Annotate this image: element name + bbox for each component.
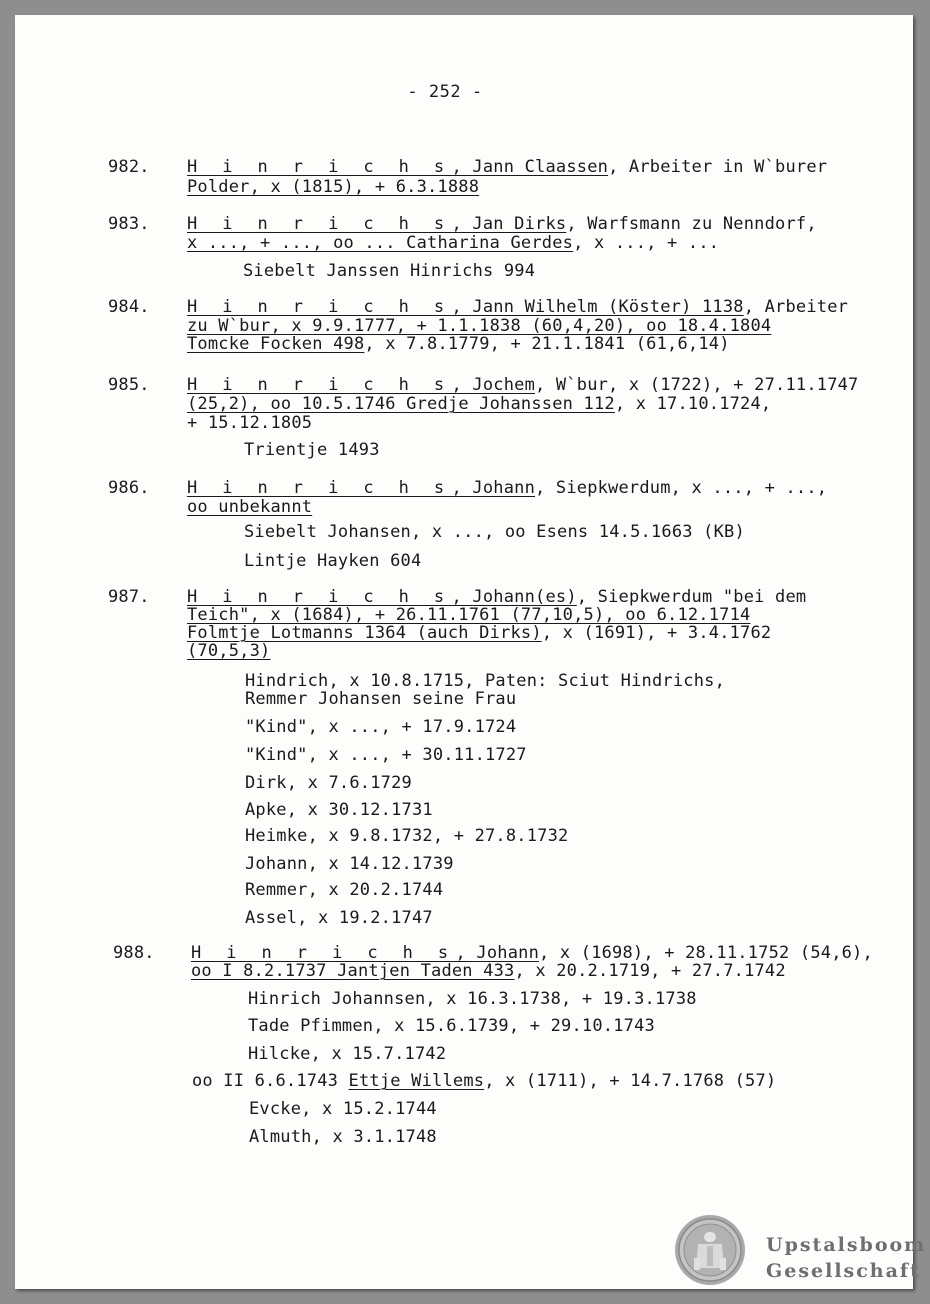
entry-line: zu W`bur, x 9.9.1777, + 1.1.1838 (60,4,20), oo 18.4.1804 — [187, 316, 772, 336]
given-name: Jann Wilhelm (Köster) 1138 — [472, 297, 744, 317]
given-name: Johann — [476, 943, 540, 963]
entry-line: Teich", x (1684), + 26.11.1761 (77,10,5), oo 6.12.1714 — [187, 605, 751, 625]
entry-line: (25,2), oo 10.5.1746 Gredje Johanssen 112, x 17.10.1724, — [187, 394, 772, 414]
spouse-name: Catharina Gerdes — [406, 233, 574, 253]
child-line: Evcke, x 15.2.1744 — [249, 1099, 437, 1119]
child-line: Heimke, x 9.8.1732, + 27.8.1732 — [245, 826, 569, 846]
child-line: Johann, x 14.12.1739 — [245, 854, 454, 874]
second-marriage-line: oo II 6.6.1743 Ettje Willems, x (1711), + 14.7.1768 (57) — [192, 1071, 777, 1091]
entry-line: + 15.12.1805 — [187, 413, 313, 433]
entry-number: 988. — [113, 943, 155, 963]
entry-line: x ..., + ..., oo ... Catharina Gerdes, x ..., + ... — [187, 233, 720, 253]
entry-heading: H i n r i c h s, Johann, x (1698), + 28.11.1752 (54,6), — [191, 943, 873, 963]
child-line: "Kind", x ..., + 17.9.1724 — [245, 717, 517, 737]
surname: H i n r i c h s — [187, 478, 452, 498]
entry-number: 986. — [108, 478, 150, 498]
child-line: Remmer, x 20.2.1744 — [245, 880, 444, 900]
child-line: Siebelt Johansen, x ..., oo Esens 14.5.1663 (KB) — [244, 522, 745, 542]
entry-heading: H i n r i c h s, Jann Wilhelm (Köster) 1138, Arbeiter — [187, 297, 849, 317]
entry-heading: H i n r i c h s, Jochem, W`bur, x (1722), + 27.11.1747 — [187, 375, 859, 395]
child-line: Trientje 1493 — [244, 440, 380, 460]
surname: H i n r i c h s — [187, 157, 452, 177]
entry-line: oo unbekannt — [187, 497, 313, 517]
entry-heading: H i n r i c h s, Johann(es), Siepkwerdum "bei dem — [187, 587, 807, 607]
child-line: "Kind", x ..., + 30.11.1727 — [245, 745, 527, 765]
child-line: Dirk, x 7.6.1729 — [245, 773, 412, 793]
entry-heading: H i n r i c h s, Johann, Siepkwerdum, x ..., + ..., — [187, 478, 828, 498]
given-name: Johann — [472, 478, 536, 498]
logo-text: Upstalsboom Gesellschaft — [766, 1234, 927, 1282]
entry-number: 987. — [108, 587, 150, 607]
spouse-name: Gredje Johanssen 112 — [406, 394, 615, 414]
spouse-name: Jantjen Taden 433 — [337, 961, 515, 981]
entry-number: 985. — [108, 375, 150, 395]
child-line: Remmer Johansen seine Frau — [245, 689, 517, 709]
entry-number: 984. — [108, 297, 150, 317]
spouse-name: Tomcke Focken 498 — [187, 334, 365, 354]
spouse-name: Ettje Willems — [348, 1071, 485, 1091]
child-line: Hilcke, x 15.7.1742 — [248, 1044, 447, 1064]
child-line: Tade Pfimmen, x 15.6.1739, + 29.10.1743 — [248, 1016, 655, 1036]
surname: H i n r i c h s — [187, 587, 452, 607]
given-name: Jochem — [472, 375, 536, 395]
entry-number: 982. — [108, 157, 150, 177]
surname: H i n r i c h s — [187, 375, 452, 395]
page-number: - 252 - — [407, 82, 483, 102]
child-line: Assel, x 19.2.1747 — [245, 908, 433, 928]
entry-heading: H i n r i c h s, Jan Dirks, Warfsmann zu Nenndorf, — [187, 214, 817, 234]
entry-line: Polder, x (1815), + 6.3.1888 — [187, 177, 480, 197]
given-name: Jann Claassen — [472, 157, 609, 177]
entry-line: Tomcke Focken 498, x 7.8.1779, + 21.1.1841 (61,6,14) — [187, 334, 730, 354]
child-line: Apke, x 30.12.1731 — [245, 800, 433, 820]
surname: H i n r i c h s — [191, 943, 456, 963]
spouse-name: Folmtje Lotmanns 1364 (auch Dirks) — [187, 623, 542, 643]
child-line: Lintje Hayken 604 — [244, 551, 422, 571]
entry-number: 983. — [108, 214, 150, 234]
given-name: Johann(es) — [472, 587, 577, 607]
surname: H i n r i c h s — [187, 214, 452, 234]
entry-line: Folmtje Lotmanns 1364 (auch Dirks), x (1691), + 3.4.1762 — [187, 623, 772, 643]
entry-line: (70,5,3) — [187, 641, 271, 661]
surname: H i n r i c h s — [187, 297, 452, 317]
document-page — [15, 15, 927, 1289]
child-line: Hindrich, x 10.8.1715, Paten: Sciut Hindrichs, — [245, 671, 726, 691]
entry-line: oo I 8.2.1737 Jantjen Taden 433, x 20.2.1719, + 27.7.1742 — [191, 961, 786, 981]
seal-icon — [674, 1214, 746, 1286]
child-line: Almuth, x 3.1.1748 — [249, 1127, 437, 1147]
entry-heading: H i n r i c h s, Jann Claassen, Arbeiter in W`burer — [187, 157, 828, 177]
given-name: Jan Dirks — [472, 214, 567, 234]
child-line: Hinrich Johannsen, x 16.3.1738, + 19.3.1738 — [248, 989, 697, 1009]
child-line: Siebelt Janssen Hinrichs 994 — [243, 261, 536, 281]
